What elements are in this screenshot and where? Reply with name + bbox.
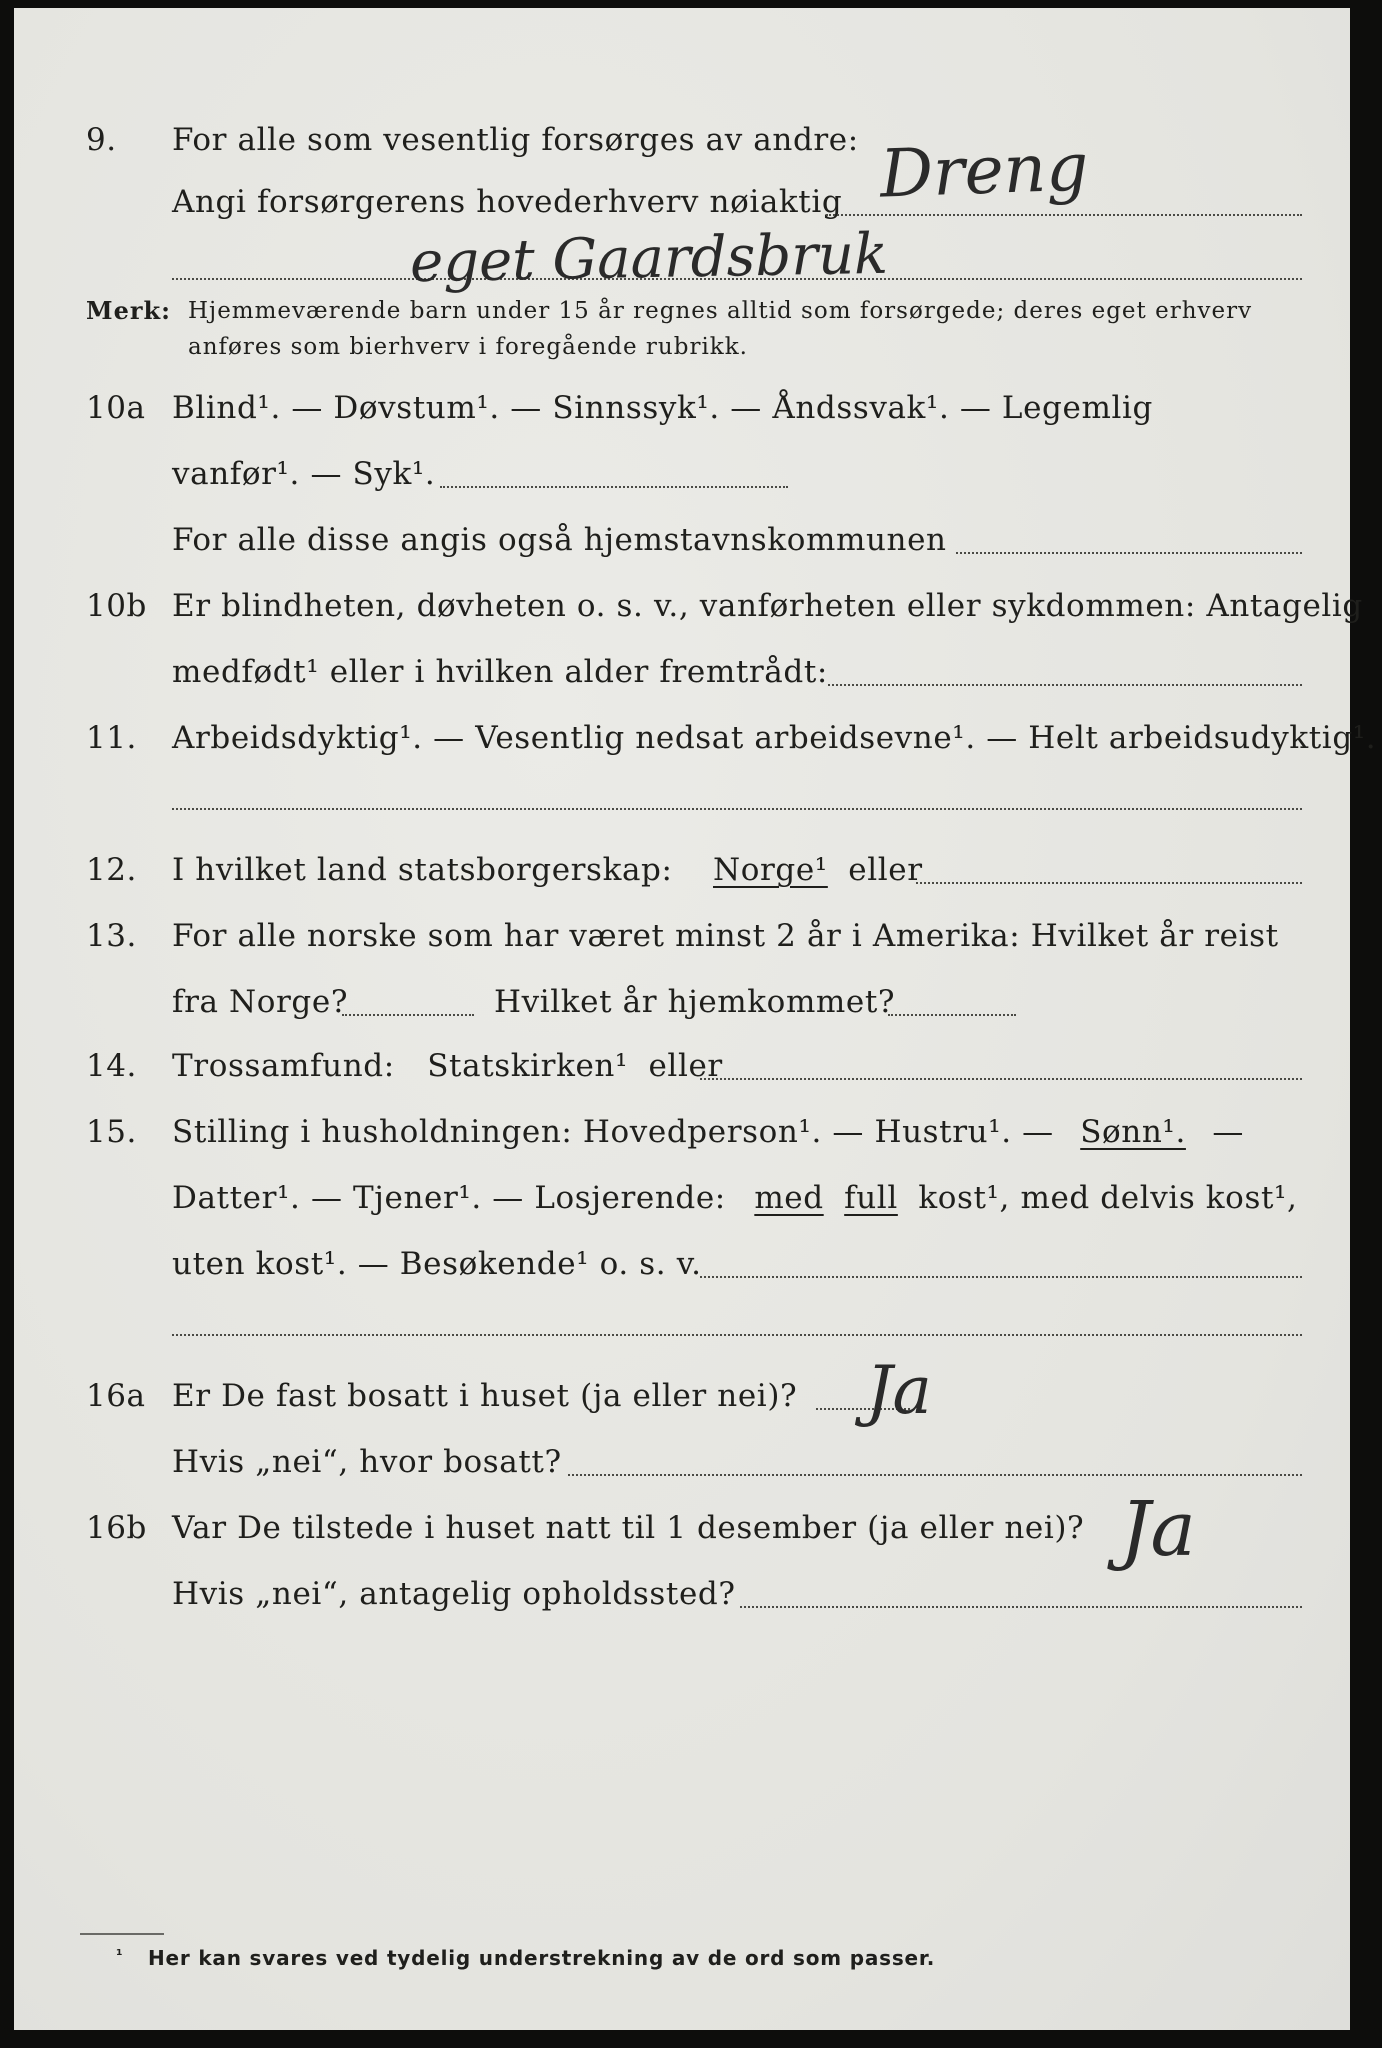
- question-number: 16b: [86, 1510, 147, 1546]
- handwritten-answer: eget Gaardsbruk: [409, 221, 889, 296]
- answer-line[interactable]: [440, 486, 788, 488]
- question-10a: [0, 386, 1382, 438]
- option-med[interactable]: med: [754, 1180, 824, 1216]
- answer-line[interactable]: [956, 552, 1302, 554]
- note-text: Hjemmeværende barn under 15 år regnes alltid som forsørgede; deres eget erhverv: [188, 298, 1253, 324]
- question-10a-line2: [0, 452, 1382, 504]
- question-text: Hvilket år hjemkommet?: [494, 984, 896, 1020]
- question-text: For alle disse angis også hjemstavnskommunen: [172, 522, 947, 558]
- handwritten-answer: Dreng: [878, 128, 1090, 213]
- question-9: [0, 118, 1382, 170]
- question-label: Stilling i husholdningen: Hovedperson¹. — Hustru¹. —: [172, 1114, 1054, 1150]
- question-number: 9.: [86, 122, 117, 158]
- question-text: For alle norske som har været minst 2 år i Amerika: Hvilket år reist: [172, 918, 1279, 954]
- question-16b: [0, 1484, 1382, 1573]
- question-text: uten kost¹. — Besøkende¹ o. s. v.: [172, 1246, 702, 1282]
- question-15: [0, 1110, 1382, 1162]
- answer-line[interactable]: [740, 1606, 1302, 1608]
- question-text: For alle som vesentlig forsørges av andre:: [172, 122, 859, 158]
- question-text: [172, 1114, 1244, 1150]
- question-text: medfødt¹ eller i hvilken alder fremtrådt:: [172, 654, 828, 690]
- question-text: Hvis „nei“, antagelig opholdssted?: [172, 1576, 736, 1612]
- question-number: 10b: [86, 588, 147, 624]
- footnote-divider: [80, 1933, 164, 1935]
- question-12: [0, 848, 1382, 900]
- question-number: 16a: [86, 1378, 146, 1414]
- question-13: [0, 914, 1382, 966]
- question-15-line2: [0, 1176, 1382, 1228]
- question-label: kost¹, med delvis kost¹,: [918, 1180, 1298, 1216]
- question-number: 13.: [86, 918, 137, 954]
- option-full[interactable]: full: [844, 1180, 898, 1216]
- question-number: 14.: [86, 1048, 137, 1084]
- question-10b-line2: [0, 650, 1382, 702]
- answer-line[interactable]: [172, 1334, 1302, 1336]
- option-statskirken[interactable]: Statskirken¹: [427, 1048, 629, 1084]
- answer-line[interactable]: [172, 808, 1302, 810]
- question-text: [172, 1048, 723, 1084]
- option-norge[interactable]: Norge¹: [713, 852, 828, 888]
- question-text: [172, 852, 923, 888]
- question-text: Angi forsørgerens hovederhverv nøiaktig: [172, 184, 843, 220]
- question-text: Var De tilstede i huset natt til 1 desember (ja eller nei)?: [172, 1510, 1085, 1546]
- question-16b-line2: [0, 1572, 1382, 1624]
- answer-line[interactable]: [700, 1276, 1302, 1278]
- question-15-line3: [0, 1242, 1382, 1294]
- answer-line[interactable]: [888, 1014, 1016, 1016]
- question-11: [0, 716, 1382, 768]
- question-label: Trossamfund:: [172, 1048, 395, 1084]
- question-label: Datter¹. — Tjener¹. — Losjerende:: [172, 1180, 726, 1216]
- question-14: [0, 1044, 1382, 1096]
- question-text: fra Norge?: [172, 984, 349, 1020]
- question-text: Blind¹. — Døvstum¹. — Sinnssyk¹. — Åndssvak¹. — Legemlig: [172, 390, 1153, 426]
- answer-line[interactable]: [342, 1014, 474, 1016]
- footnote-text: Her kan svares ved tydelig understrekning av de ord som passer.: [148, 1946, 936, 1970]
- question-label: eller: [848, 852, 923, 888]
- question-label: eller: [648, 1048, 723, 1084]
- handwritten-answer: Ja: [1120, 1484, 1196, 1573]
- option-sonn[interactable]: Sønn¹.: [1080, 1114, 1186, 1150]
- question-text: Er blindheten, døvheten o. s. v., vanførheten eller sykdommen: Antagelig: [172, 588, 1363, 624]
- question-number: 10a: [86, 390, 146, 426]
- question-10b: [0, 584, 1382, 636]
- question-text: vanfør¹. — Syk¹.: [172, 456, 436, 492]
- question-10a-line3: [0, 518, 1382, 570]
- question-13-line2: [0, 980, 1382, 1032]
- answer-line[interactable]: [568, 1474, 1302, 1476]
- question-label: —: [1212, 1114, 1244, 1150]
- question-text: Arbeidsdyktig¹. — Vesentlig nedsat arbeidsevne¹. — Helt arbeidsudyktig¹.: [172, 720, 1377, 756]
- footnote-mark: ¹: [116, 1946, 123, 1964]
- answer-line[interactable]: [828, 684, 1302, 686]
- question-16a: [0, 1352, 1382, 1429]
- question-number: 12.: [86, 852, 137, 888]
- question-text: [172, 1180, 1298, 1216]
- question-label: I hvilket land statsborgerskap:: [172, 852, 673, 888]
- note-label: Merk:: [86, 296, 171, 325]
- answer-line[interactable]: [916, 882, 1302, 884]
- question-number: 11.: [86, 720, 137, 756]
- question-number: 15.: [86, 1114, 137, 1150]
- answer-line[interactable]: [826, 214, 1302, 216]
- note-text: anføres som bierhverv i foregående rubrikk.: [188, 334, 748, 360]
- question-text: Er De fast bosatt i huset (ja eller nei)?: [172, 1378, 798, 1414]
- handwritten-answer: Ja: [866, 1352, 932, 1429]
- question-text: Hvis „nei“, hvor bosatt?: [172, 1444, 562, 1480]
- answer-line[interactable]: [700, 1078, 1302, 1080]
